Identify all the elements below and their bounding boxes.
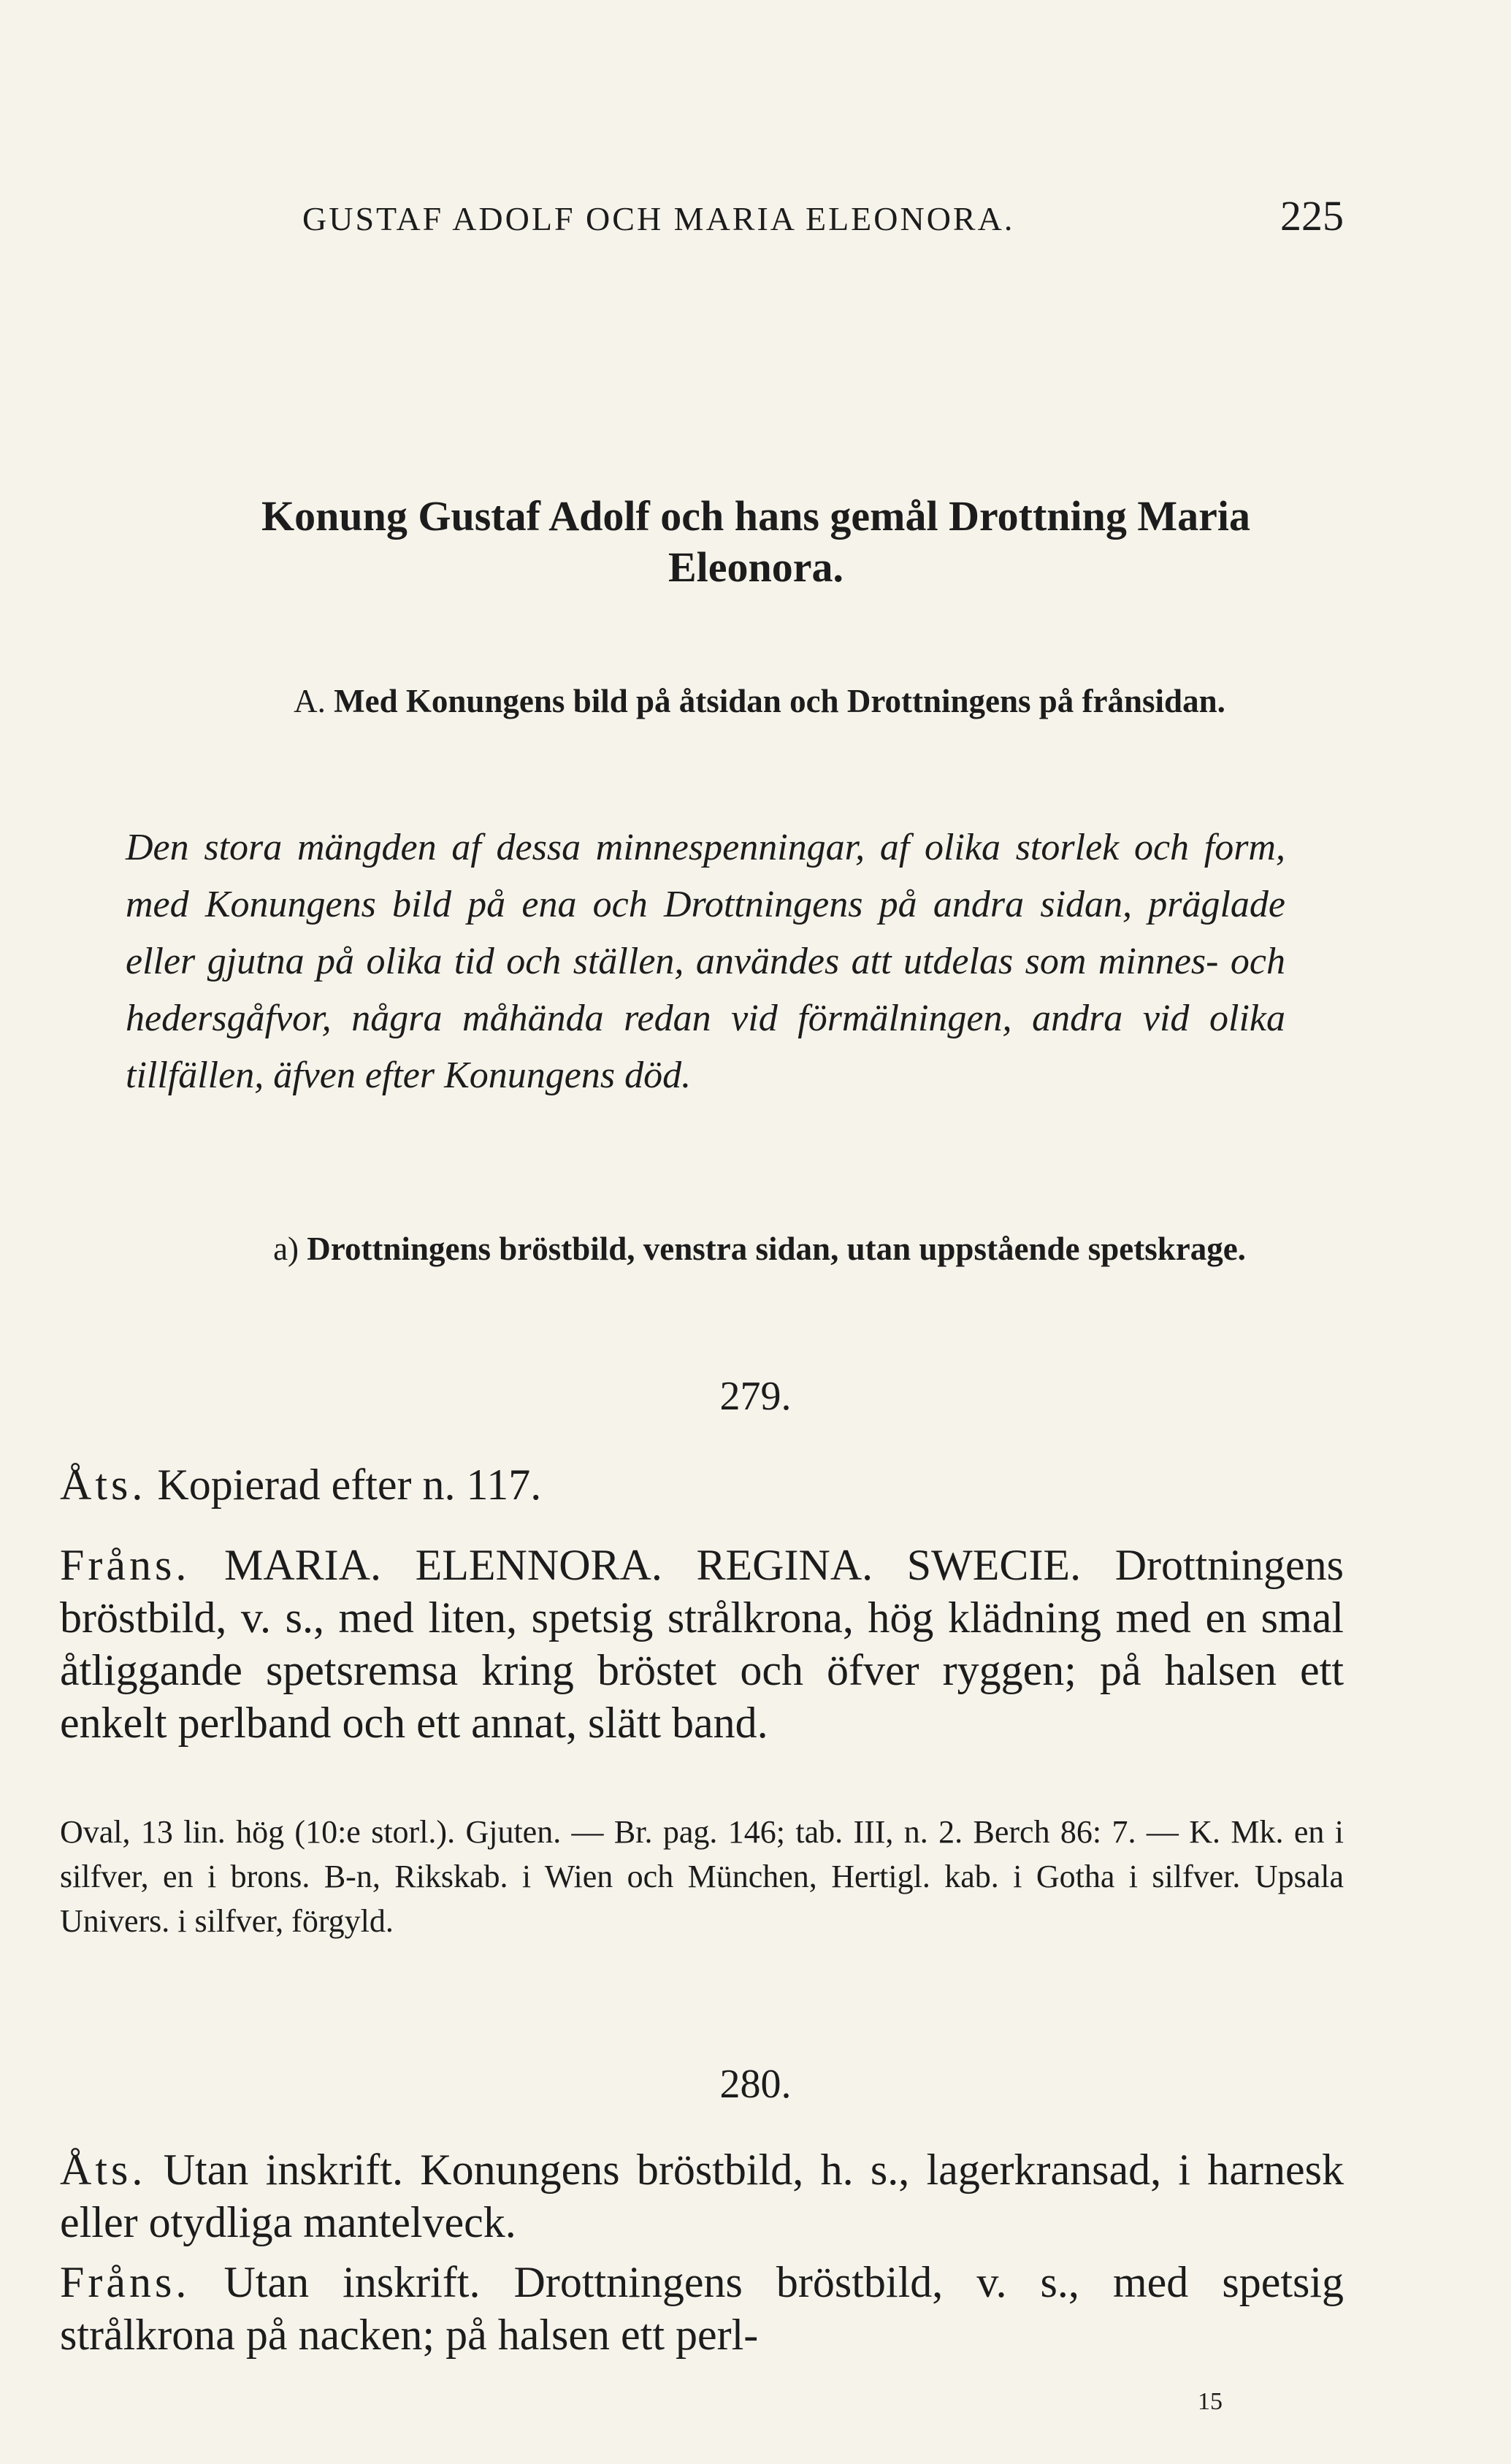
intro-paragraph: Den stora mängden af dessa minnespenningar, af olika storlek och form, med Konungens bild på ena och Drottningens på andra sidan, präglade eller gjutna på olika tid och ställen, användes att utdelas som minnes- och hedersgåfvor, några måhända redan vid förmälningen, andra vid olika tillfällen, äfven efter Konungens död. (126, 827, 1285, 1096)
subsection-heading (183, 679, 1336, 723)
signature-mark: 15 (1198, 2388, 1223, 2415)
subsection-label: A. (294, 683, 326, 719)
entry-obverse (60, 1458, 1344, 1511)
reverse-text: Utan inskrift. Drottningens bröstbild, v. s., med spetsig strålkrona på nacken; på halsen ett perl- (60, 2258, 1344, 2359)
entry-reverse (60, 2256, 1344, 2361)
reverse-label: Fråns. (60, 2258, 191, 2306)
running-header (302, 191, 1344, 240)
entry-obverse (60, 2143, 1344, 2249)
section-title: Konung Gustaf Adolf och hans gemål Drottning Maria Eleonora. (261, 492, 1251, 591)
entry-note: Oval, 13 lin. hög (10:e storl.). Gjuten. — Br. pag. 146; tab. III, n. 2. Berch 86: 7. — K. Mk. en i silfver, en i brons. B-n, Rikskab. i Wien och München, Hertigl. kab. i Gotha i silfver. Upsala Univers. i silfver, förgyld. (60, 1814, 1344, 1939)
obverse-label: Åts. (60, 1461, 147, 1509)
subsection-text: Med Konungens bild på åtsidan och Drottningens på frånsidan. (334, 683, 1225, 719)
entry-number: 280. (719, 2062, 792, 2107)
group-label: a) (273, 1231, 299, 1267)
entry-number: 279. (719, 1374, 792, 1419)
page-number: 225 (1280, 192, 1344, 240)
obverse-label: Åts. (60, 2146, 147, 2194)
group-heading (183, 1225, 1336, 1272)
entry-reverse (60, 1539, 1344, 1749)
running-title: GUSTAF ADOLF OCH MARIA ELEONORA. (302, 200, 1015, 237)
reverse-label: Fråns. (60, 1541, 191, 1589)
obverse-text: Utan inskrift. Konungens bröstbild, h. s., lagerkransad, i harnesk eller otydliga mantelveck. (60, 2146, 1344, 2246)
group-text: Drottningens bröstbild, venstra sidan, utan uppstående spetskrage. (307, 1231, 1246, 1267)
reverse-text: MARIA. ELENNORA. REGINA. SWECIE. Drottningens bröstbild, v. s., med liten, spetsig strålkrona, hög klädning med en smal åtliggande spetsremsa kring bröstet och öfver ryggen; på halsen ett enkelt perlband och ett annat, slätt band. (60, 1541, 1344, 1747)
obverse-text: Kopierad efter n. 117. (157, 1461, 542, 1509)
